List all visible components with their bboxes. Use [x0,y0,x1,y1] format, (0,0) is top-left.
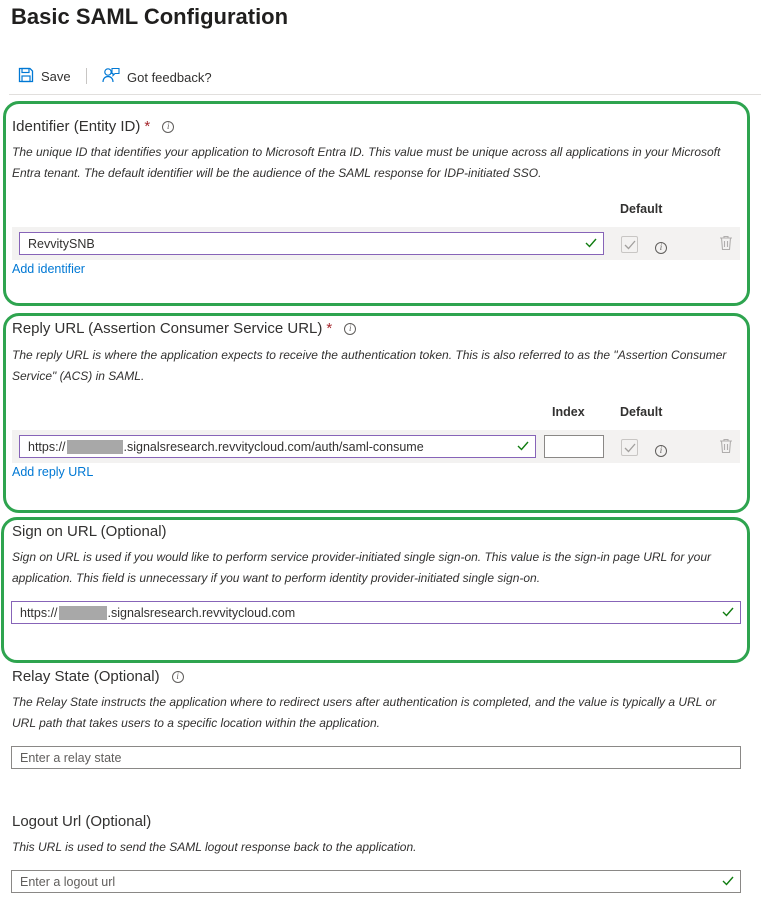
toolbar-separator [86,68,87,84]
logout-url-placeholder: Enter a logout url [20,874,116,889]
sign-on-url-prefix: https:// [20,605,58,620]
logout-url-heading [12,813,151,830]
info-icon[interactable]: i [162,121,174,133]
info-icon[interactable]: i [172,671,184,683]
index-header: Index [552,405,585,419]
valid-check-icon [517,440,529,454]
identifier-title: Identifier (Entity ID) [12,118,141,135]
relay-state-input[interactable] [11,746,741,769]
sign-on-url-input[interactable] [11,601,741,624]
reply-url-heading [12,320,356,337]
identifier-input[interactable] [19,232,604,255]
identifier-default-header: Default [620,202,663,216]
page-title: Basic SAML Configuration [11,4,289,29]
logout-url-description: This URL is used to send the SAML logout response back to the application. [12,840,417,854]
identifier-description: The unique ID that identifies your application to Microsoft Entra ID. This value must be unique across all applications in your Microsoft Entra tenant. The default identifier will be the audience of the SAML response for IDP-initiated SSO. [12,145,721,180]
sign-on-url-description: Sign on URL is used if you would like to perform service provider-initiated single sign-on. This value is the sign-in page URL for your application. This field is unnecessary if you want to perform identity provider-initiated single sign-on. [12,550,712,585]
reply-url-default-header: Default [620,405,663,419]
valid-check-icon [722,875,734,889]
required-marker: * [326,320,333,337]
toolbar-divider [9,94,761,95]
redacted-block [67,440,123,454]
sign-on-url-title: Sign on URL (Optional) [12,523,167,540]
relay-state-heading [12,668,184,685]
info-icon[interactable]: i [344,323,356,335]
add-reply-url-link[interactable]: Add reply URL [12,465,94,479]
identifier-default-checkbox[interactable] [621,236,638,253]
sign-on-url-heading [12,523,167,540]
relay-state-description: The Relay State instructs the application where to redirect users after authentication is completed, and the value is typically a URL or URL path that takes users to a specific location within the application. [12,695,717,730]
relay-state-title: Relay State (Optional) [12,668,160,685]
reply-url-prefix: https:// [28,439,66,454]
feedback-icon [102,67,120,87]
delete-icon[interactable] [719,235,733,256]
logout-url-input[interactable] [11,870,741,893]
index-input[interactable] [544,435,604,458]
valid-check-icon [722,606,734,620]
redacted-block [59,606,107,620]
save-icon [18,67,34,86]
relay-state-placeholder: Enter a relay state [20,750,122,765]
reply-url-description: The reply URL is where the application expects to receive the authentication token. This is also referred to as the "Assertion Consumer Service" (ACS) in SAML. [12,348,727,383]
identifier-value: RevvitySNB [28,236,95,251]
identifier-heading [12,118,174,135]
sign-on-url-suffix: .signalsresearch.revvitycloud.com [107,605,296,620]
reply-url-input[interactable] [19,435,536,458]
reply-url-default-checkbox[interactable] [621,439,638,456]
required-marker: * [144,118,151,135]
default-info-icon[interactable]: i [655,440,667,458]
feedback-label: Got feedback? [127,69,212,85]
feedback-button[interactable] [102,67,212,87]
valid-check-icon [585,237,597,251]
logout-url-title: Logout Url (Optional) [12,813,152,830]
save-label: Save [41,69,71,84]
reply-url-title: Reply URL (Assertion Consumer Service URL) [12,320,323,337]
default-info-icon[interactable]: i [655,237,667,255]
delete-icon[interactable] [719,438,733,459]
reply-url-suffix: .signalsresearch.revvitycloud.com/auth/saml-consume [123,439,424,454]
save-button[interactable] [18,67,71,86]
add-identifier-link[interactable]: Add identifier [12,262,85,276]
